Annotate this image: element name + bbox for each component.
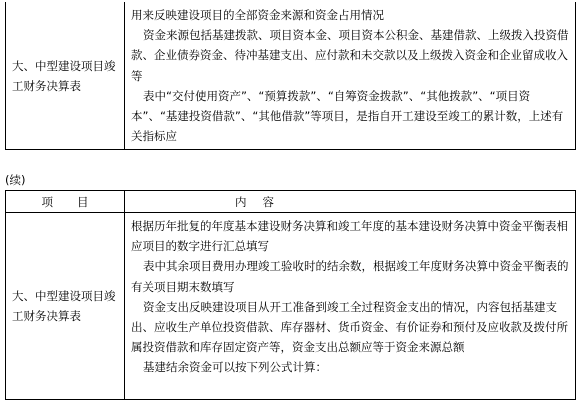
continued-label: (续) [5,173,26,187]
content-paragraph: 用来反映建设项目的全部资金来源和资金占用情况 [131,8,384,22]
header-content-char-2: 容 [262,194,274,209]
table-header-row [6,191,576,213]
item-cell [6,213,125,400]
header-content [125,191,576,213]
content-paragraph: 表中其余项目费用办理竣工验收时的结余数，根据竣工年度财务决算中资金平衡表的有关项目期末数填写 [131,259,569,294]
content-paragraph: 资金来源包括基建拨款、项目资本金、项目资本公积金、基建借款、上级拨入投资借款、企业债券资金、待冲基建支出、应付款和未交款以及上级拨入资金和企业留成收入等 [131,28,569,83]
content-cell [125,213,576,400]
content-paragraph: 基建结余资金可以按下列公式计算： [143,360,327,375]
item-label: 大、中型建设项目竣工财务决算表 [12,289,116,323]
content-paragraph: 资金支出反映建设项目从开工准备到竣工全过程资金支出的情况，内容包括基建支出、应收生产单位投资借款、库存器材、货币资金、有价证券和预付及应收款及拨付所属投资借款和库存固定资产等，资金支出总额应等于资金来源总额 [131,299,568,355]
content-paragraph: 根据历年批复的年度基本建设财务决算和竣工年度的基本建设财务决算中资金平衡表相应项目的数字进行汇总填写 [131,219,568,254]
item-cell [6,2,125,150]
header-item-char-2: 目 [77,194,89,209]
header-item-char-1: 项 [41,194,53,209]
content-paragraph: 表中“交付使用资产”、“预算拨款”、“自筹资金拨款”、“其他拨款”、“项目资本”、“基建投资借款”、“其他借款”等项目，是指自开工建设至竣工的累计数，上述有关指标应 [131,88,564,144]
table-row [6,2,576,150]
table-row [6,213,576,400]
content-cell [125,2,576,150]
table-part-2 [5,190,576,400]
item-label: 大、中型建设项目竣工财务决算表 [12,58,116,93]
header-item [6,191,125,213]
header-content-char-1: 内 [235,194,247,209]
table-part-1 [5,2,576,150]
